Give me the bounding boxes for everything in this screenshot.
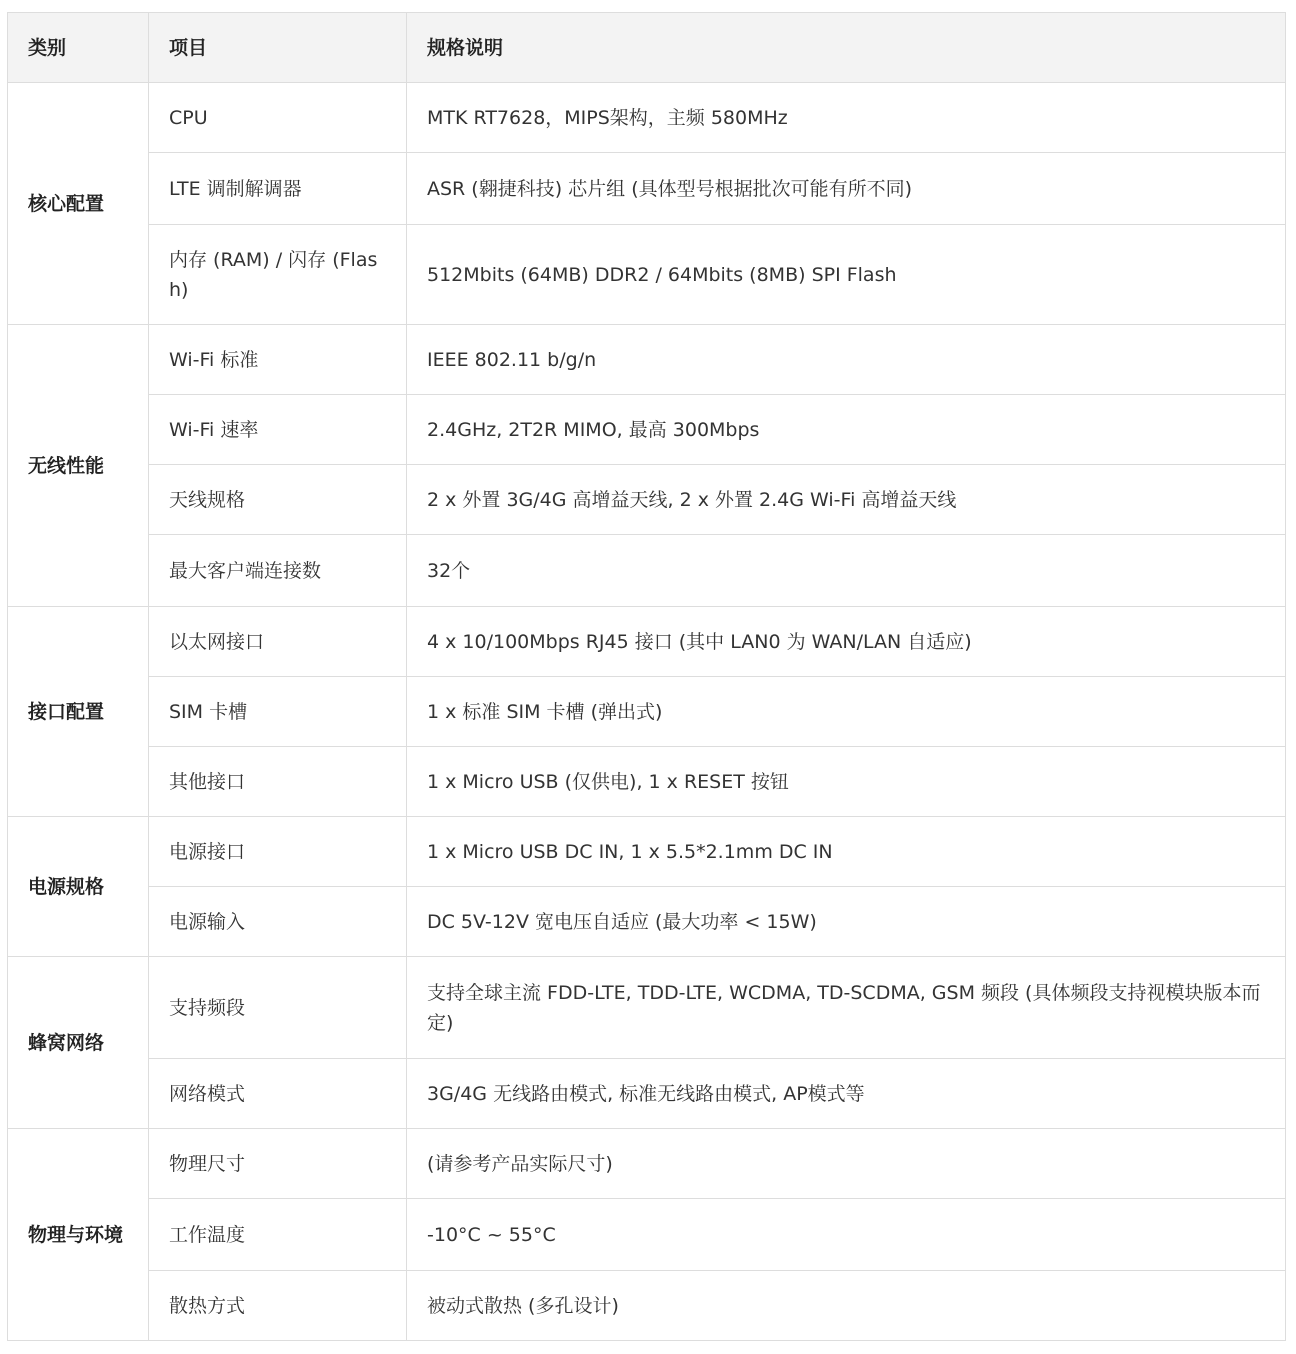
table-row (8, 1271, 1286, 1341)
table-row (8, 677, 1286, 747)
table-row (8, 817, 1286, 887)
item-cell: 最大客户端连接数 (149, 535, 407, 607)
item-cell: Wi-Fi 速率 (149, 395, 407, 465)
table-row (8, 607, 1286, 677)
header-category: 类别 (8, 13, 149, 83)
category-cell: 核心配置 (8, 83, 149, 325)
spec-cell: IEEE 802.11 b/g/n (407, 325, 1286, 395)
spec-cell: ASR (翱捷科技) 芯片组 (具体型号根据批次可能有所不同) (407, 153, 1286, 225)
item-cell: 天线规格 (149, 465, 407, 535)
spec-cell: DC 5V-12V 宽电压自适应 (最大功率 < 15W) (407, 887, 1286, 957)
item-cell: LTE 调制解调器 (149, 153, 407, 225)
table-header (8, 13, 1286, 83)
table-row (8, 1129, 1286, 1199)
item-cell: 工作温度 (149, 1199, 407, 1271)
spec-cell: 1 x 标准 SIM 卡槽 (弹出式) (407, 677, 1286, 747)
category-cell: 蜂窝网络 (8, 957, 149, 1129)
item-cell: 网络模式 (149, 1059, 407, 1129)
spec-cell: 4 x 10/100Mbps RJ45 接口 (其中 LAN0 为 WAN/LAN 自适应) (407, 607, 1286, 677)
spec-cell: 2 x 外置 3G/4G 高增益天线, 2 x 外置 2.4G Wi-Fi 高增益天线 (407, 465, 1286, 535)
spec-table-container (7, 12, 1285, 1341)
spec-cell: 3G/4G 无线路由模式, 标准无线路由模式, AP模式等 (407, 1059, 1286, 1129)
category-cell: 无线性能 (8, 325, 149, 607)
table-row (8, 887, 1286, 957)
header-item: 项目 (149, 13, 407, 83)
item-cell: CPU (149, 83, 407, 153)
table-row (8, 325, 1286, 395)
item-cell: 散热方式 (149, 1271, 407, 1341)
header-spec: 规格说明 (407, 13, 1286, 83)
spec-cell: 1 x Micro USB DC IN, 1 x 5.5*2.1mm DC IN (407, 817, 1286, 887)
category-cell: 物理与环境 (8, 1129, 149, 1341)
table-row (8, 395, 1286, 465)
category-cell: 电源规格 (8, 817, 149, 957)
table-row (8, 153, 1286, 225)
table-row (8, 957, 1286, 1059)
table-body (8, 83, 1286, 1341)
item-cell: 以太网接口 (149, 607, 407, 677)
spec-cell: 1 x Micro USB (仅供电), 1 x RESET 按钮 (407, 747, 1286, 817)
header-row (8, 13, 1286, 83)
item-cell: 内存 (RAM) / 闪存 (Flash) (149, 225, 407, 325)
table-row (8, 747, 1286, 817)
item-cell: 支持频段 (149, 957, 407, 1059)
spec-cell: (请参考产品实际尺寸) (407, 1129, 1286, 1199)
table-row (8, 225, 1286, 325)
item-cell: Wi-Fi 标准 (149, 325, 407, 395)
spec-cell: MTK RT7628，MIPS架构，主频 580MHz (407, 83, 1286, 153)
category-cell: 接口配置 (8, 607, 149, 817)
table-row (8, 1199, 1286, 1271)
spec-cell: 32个 (407, 535, 1286, 607)
spec-cell: 支持全球主流 FDD-LTE, TDD-LTE, WCDMA, TD-SCDMA, GSM 频段 (具体频段支持视模块版本而定) (407, 957, 1286, 1059)
table-row (8, 83, 1286, 153)
item-cell: SIM 卡槽 (149, 677, 407, 747)
spec-cell: -10°C ~ 55°C (407, 1199, 1286, 1271)
table-row (8, 535, 1286, 607)
item-cell: 电源输入 (149, 887, 407, 957)
spec-table (7, 12, 1286, 1341)
spec-cell: 2.4GHz, 2T2R MIMO, 最高 300Mbps (407, 395, 1286, 465)
spec-cell: 512Mbits (64MB) DDR2 / 64Mbits (8MB) SPI Flash (407, 225, 1286, 325)
item-cell: 物理尺寸 (149, 1129, 407, 1199)
item-cell: 其他接口 (149, 747, 407, 817)
table-row (8, 1059, 1286, 1129)
table-row (8, 465, 1286, 535)
spec-cell: 被动式散热 (多孔设计) (407, 1271, 1286, 1341)
item-cell: 电源接口 (149, 817, 407, 887)
